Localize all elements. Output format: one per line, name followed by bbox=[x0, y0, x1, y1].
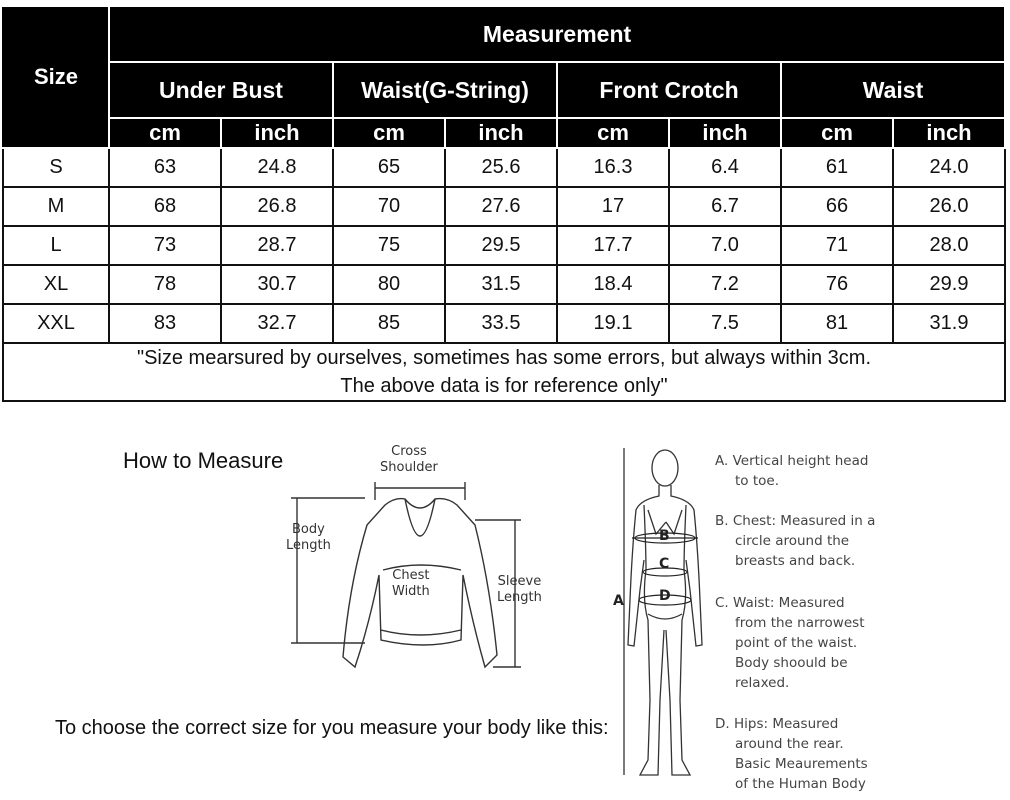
table-cell: 66 bbox=[781, 187, 893, 226]
table-cell: 17 bbox=[557, 187, 669, 226]
note-row bbox=[3, 343, 1005, 401]
table-cell: 7.5 bbox=[669, 304, 781, 343]
table-cell: 81 bbox=[781, 304, 893, 343]
note-line: The above data is for reference only" bbox=[340, 375, 668, 397]
size-cell: S bbox=[3, 148, 109, 187]
table-cell: 24.0 bbox=[893, 148, 1005, 187]
table-cell: 31.9 bbox=[893, 304, 1005, 343]
description-b: B. Chest: Measured in a circle around the breasts and back. bbox=[715, 513, 876, 569]
table-row bbox=[3, 187, 1005, 226]
table-cell: 80 bbox=[333, 265, 445, 304]
choose-size-instruction: To choose the correct size for you measure your body like this: bbox=[55, 717, 609, 739]
group-header-waist-g-string: Waist(G-String) bbox=[333, 62, 557, 118]
table-cell: 70 bbox=[333, 187, 445, 226]
group-header-front-crotch: Front Crotch bbox=[557, 62, 781, 118]
size-cell: XXL bbox=[3, 304, 109, 343]
table-cell: 28.0 bbox=[893, 226, 1005, 265]
hips-letter-d: D bbox=[659, 588, 671, 604]
table-cell: 18.4 bbox=[557, 265, 669, 304]
body-length-label: Body Length bbox=[286, 522, 331, 553]
table-cell: 27.6 bbox=[445, 187, 557, 226]
group-header-under-bust: Under Bust bbox=[109, 62, 333, 118]
table-cell: 85 bbox=[333, 304, 445, 343]
size-header: Size bbox=[3, 6, 109, 148]
table-cell: 19.1 bbox=[557, 304, 669, 343]
body-figure-illustration bbox=[610, 440, 710, 795]
table-cell: 30.7 bbox=[221, 265, 333, 304]
table-cell: 76 bbox=[781, 265, 893, 304]
note-line: "Size mearsured by ourselves, sometimes has some errors, but always within 3cm. bbox=[136, 347, 872, 369]
table-cell: 73 bbox=[109, 226, 221, 265]
table-cell: 7.0 bbox=[669, 226, 781, 265]
table-cell: 75 bbox=[333, 226, 445, 265]
unit-header: cm bbox=[557, 118, 669, 148]
table-cell: 71 bbox=[781, 226, 893, 265]
table-cell: 26.0 bbox=[893, 187, 1005, 226]
table-cell: 6.7 bbox=[669, 187, 781, 226]
table-cell: 29.9 bbox=[893, 265, 1005, 304]
size-cell: L bbox=[3, 226, 109, 265]
unit-header: inch bbox=[669, 118, 781, 148]
table-cell: 65 bbox=[333, 148, 445, 187]
chest-width-label: Chest Width bbox=[392, 568, 430, 599]
table-cell: 68 bbox=[109, 187, 221, 226]
how-to-measure-title: How to Measure bbox=[123, 448, 284, 473]
size-chart-table bbox=[2, 5, 1006, 402]
table-row bbox=[3, 226, 1005, 265]
unit-header: cm bbox=[109, 118, 221, 148]
table-cell: 78 bbox=[109, 265, 221, 304]
sleeve-length-label: Sleeve Length bbox=[497, 574, 542, 605]
description-d: D. Hips: Measured around the rear. Basic Meaurements of the Human Body bbox=[715, 716, 868, 792]
group-header-waist: Waist bbox=[781, 62, 1005, 118]
measurement-header: Measurement bbox=[109, 6, 1005, 62]
description-a: A. Vertical height head to toe. bbox=[715, 453, 869, 489]
chest-letter-b: B bbox=[659, 528, 670, 544]
table-row bbox=[3, 265, 1005, 304]
unit-header: inch bbox=[221, 118, 333, 148]
table-cell: 25.6 bbox=[445, 148, 557, 187]
description-c: C. Waist: Measured from the narrowest point of the waist. Body shoould be relaxed. bbox=[715, 595, 865, 691]
disclaimer-note bbox=[3, 343, 1005, 401]
unit-header: inch bbox=[445, 118, 557, 148]
table-cell: 16.3 bbox=[557, 148, 669, 187]
size-cell: M bbox=[3, 187, 109, 226]
unit-header: cm bbox=[333, 118, 445, 148]
table-cell: 17.7 bbox=[557, 226, 669, 265]
table-cell: 83 bbox=[109, 304, 221, 343]
cross-shoulder-label: Cross Shoulder bbox=[380, 444, 438, 475]
table-cell: 28.7 bbox=[221, 226, 333, 265]
height-letter-a: A bbox=[613, 593, 624, 609]
table-cell: 6.4 bbox=[669, 148, 781, 187]
table-cell: 61 bbox=[781, 148, 893, 187]
size-cell: XL bbox=[3, 265, 109, 304]
table-cell: 32.7 bbox=[221, 304, 333, 343]
table-cell: 31.5 bbox=[445, 265, 557, 304]
table-cell: 33.5 bbox=[445, 304, 557, 343]
waist-letter-c: C bbox=[659, 556, 670, 572]
table-row bbox=[3, 304, 1005, 343]
unit-header: inch bbox=[893, 118, 1005, 148]
unit-header: cm bbox=[781, 118, 893, 148]
table-cell: 24.8 bbox=[221, 148, 333, 187]
table-cell: 7.2 bbox=[669, 265, 781, 304]
table-cell: 63 bbox=[109, 148, 221, 187]
table-row bbox=[3, 148, 1005, 187]
table-cell: 29.5 bbox=[445, 226, 557, 265]
table-cell: 26.8 bbox=[221, 187, 333, 226]
